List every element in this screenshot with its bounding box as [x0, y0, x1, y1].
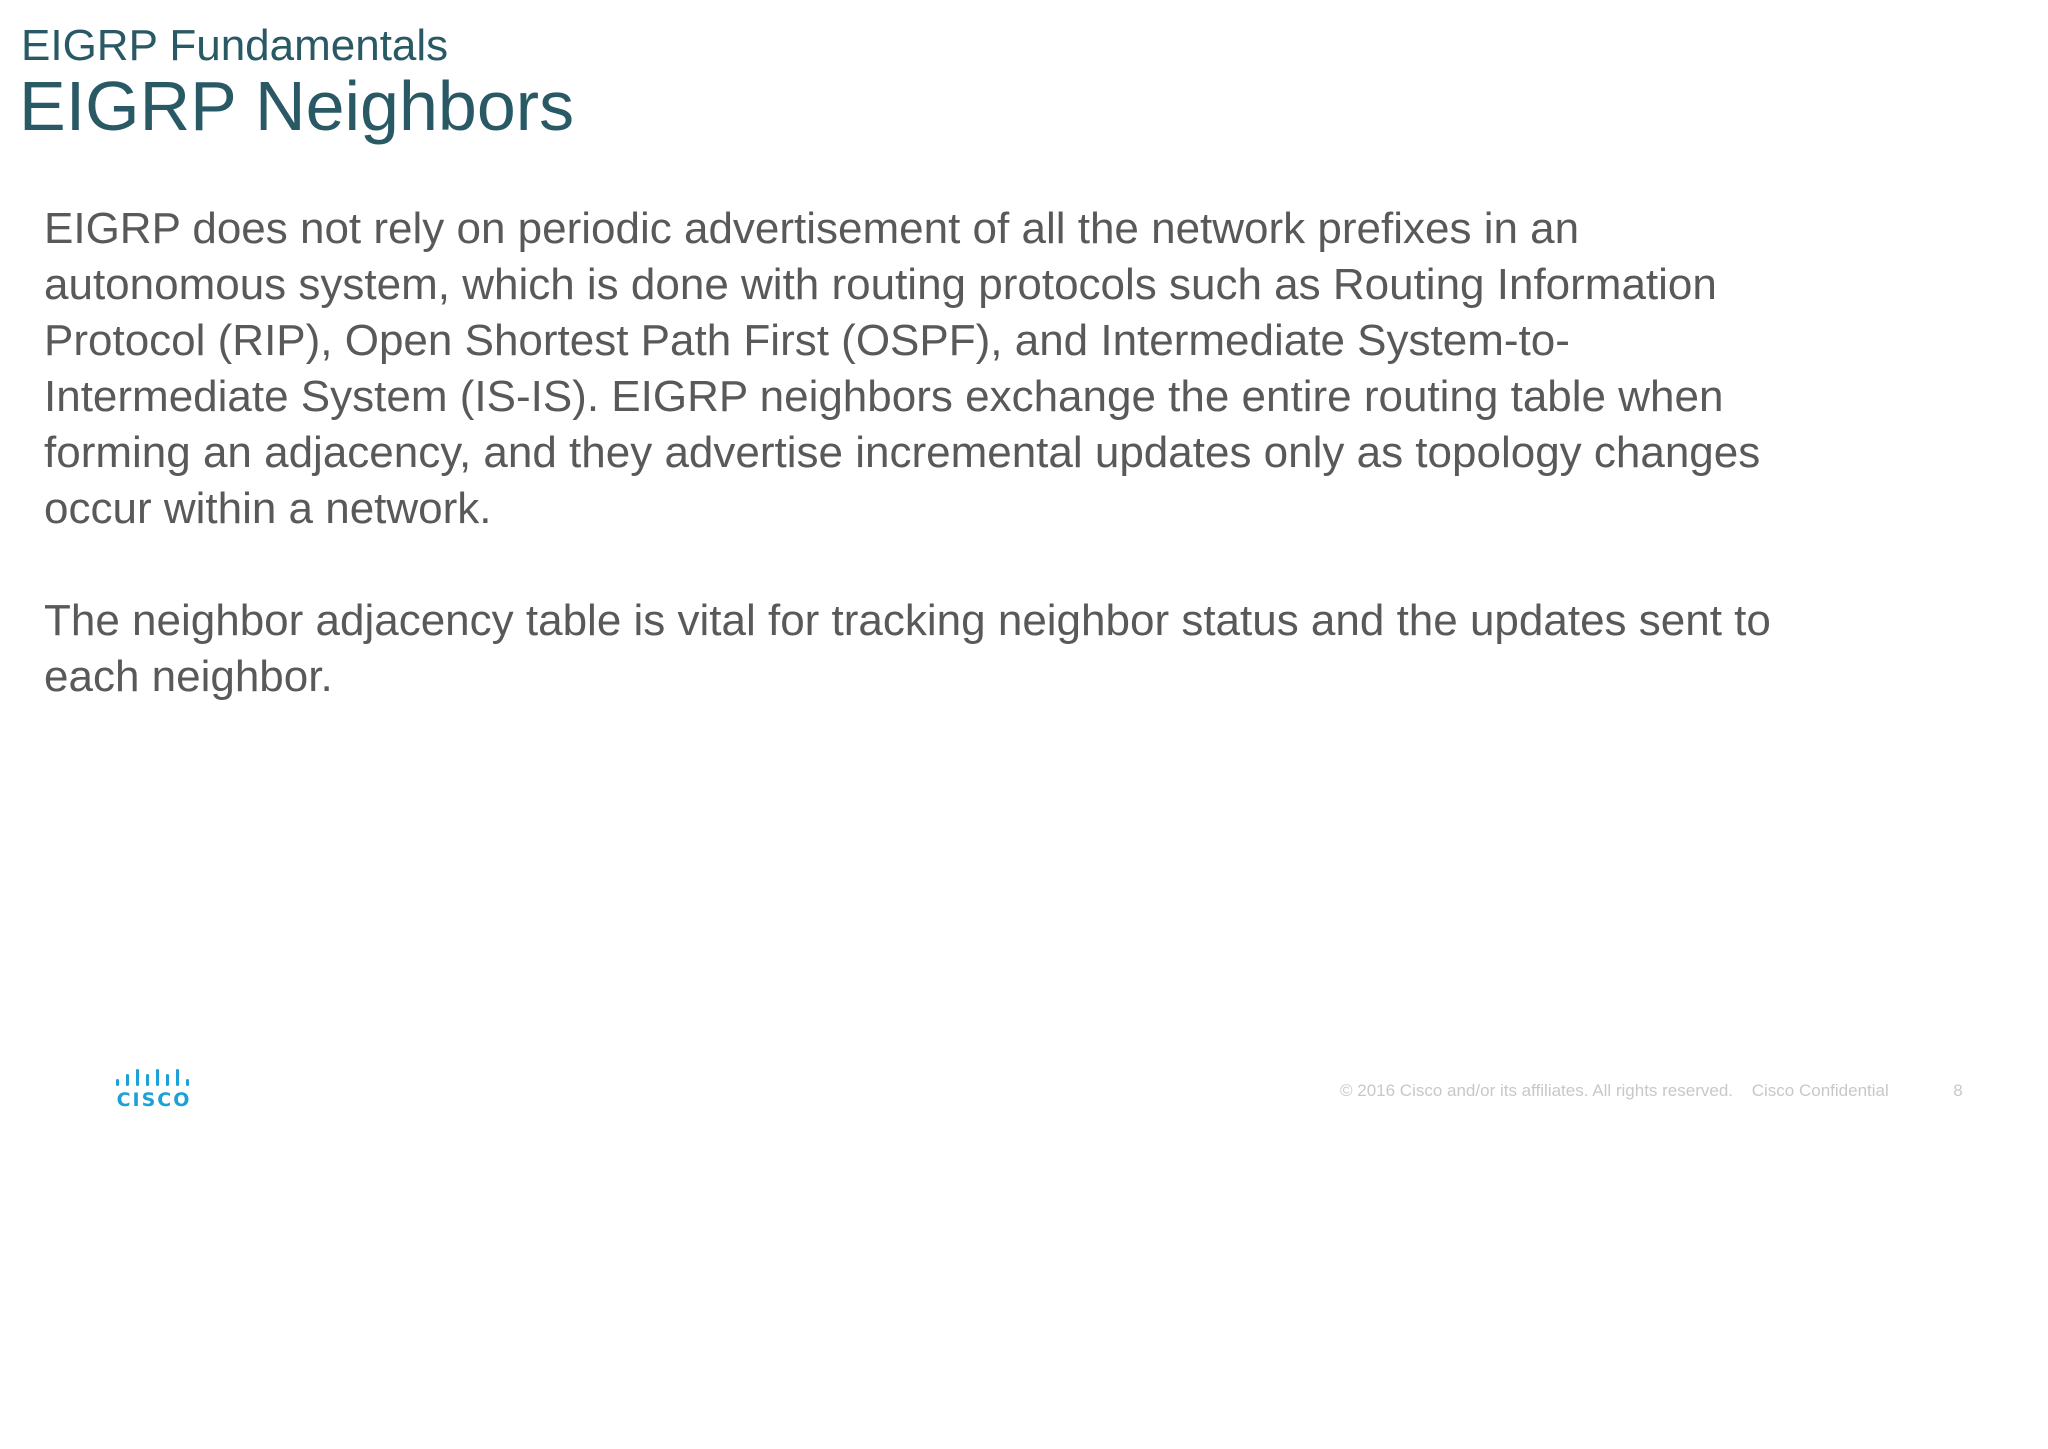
- cisco-logo: [114, 1066, 194, 1116]
- page-number: 8: [1953, 1081, 1963, 1100]
- cisco-wordmark: CISCO: [116, 1089, 192, 1111]
- cisco-bridge-logo-icon: [114, 1066, 194, 1088]
- slide-subtitle: EIGRP Fundamentals: [21, 21, 449, 70]
- footer-confidential: Cisco Confidential: [1751, 1081, 1889, 1100]
- slide-title: EIGRP Neighbors: [19, 67, 575, 145]
- footer-legal: [1340, 1081, 1889, 1101]
- body-paragraph-1: EIGRP does not rely on periodic advertisement of all the network prefixes in an autonomous system, which is done with routing protocols such as Routing Information Protocol (RIP), Open Shortest Path First (OSPF), and Intermediate System-to- Intermediate System (IS-IS). EIGRP neighbors exchange the entire routing table when forming an adjacency, and they advertise incremental updates only as topology changes occur within a network.: [44, 204, 1761, 533]
- slide-body: [44, 201, 1944, 705]
- footer-copyright: © 2016 Cisco and/or its affiliates. All rights reserved.: [1340, 1081, 1734, 1100]
- body-paragraph-2: The neighbor adjacency table is vital for tracking neighbor status and the updates sent to each neighbor.: [44, 596, 1771, 701]
